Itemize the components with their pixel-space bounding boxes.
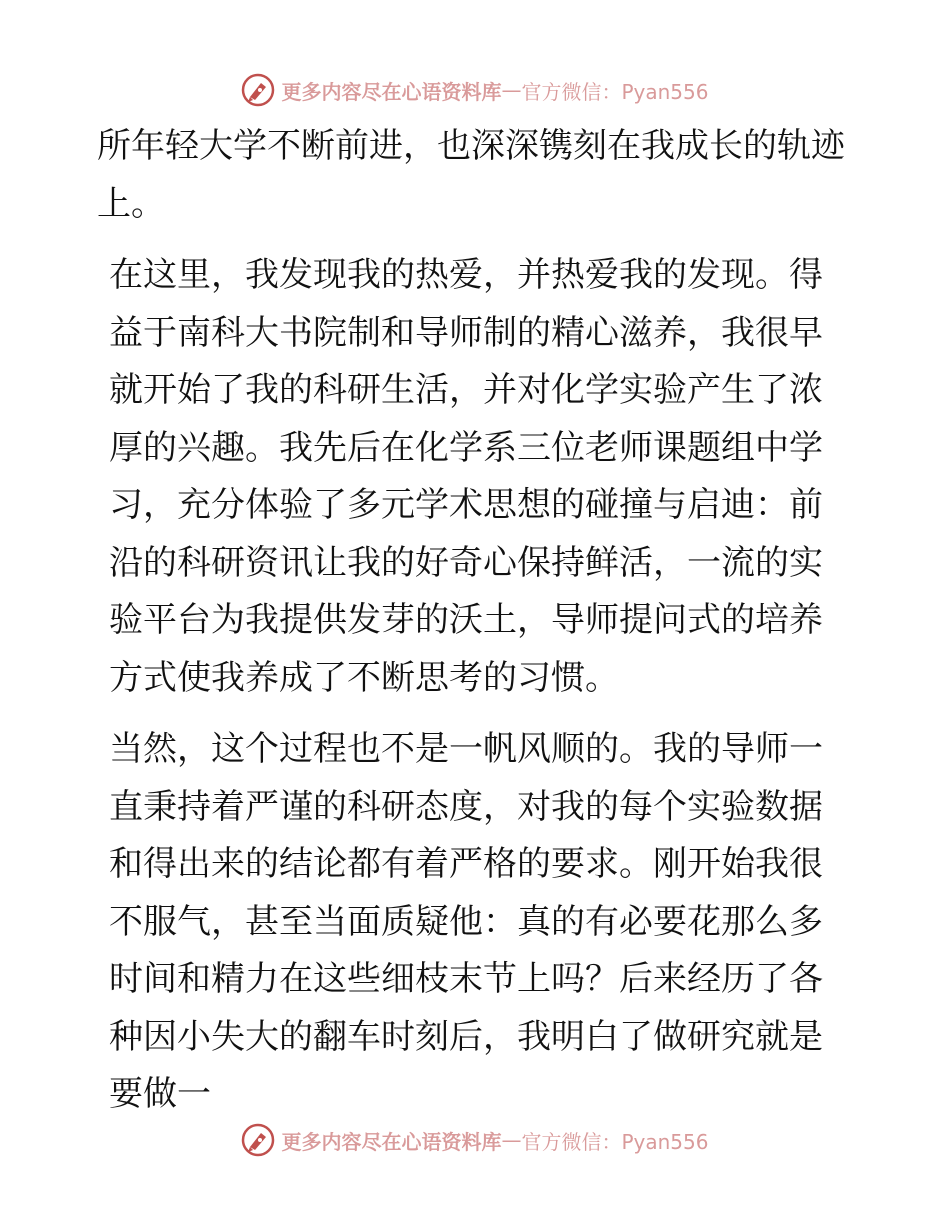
paragraph-3: 当然，这个过程也不是一帆风顺的。我的导师一直秉持着严谨的科研态度，对我的每个实验数据和得出来的结论都有着严格的要求。刚开始我很不服气，甚至当面质疑他：真的有必要花那么多时间和精力在这些细枝末节上吗？后来经历了各种因小失大的翻车时刻后，我明白了做研究就是要做一 [109,729,823,1114]
watermark-separator: — [501,78,522,102]
paragraph-1: 所年轻大学不断前进，也深深镌刻在我成长的轨迹上。 [97,126,845,224]
watermark-wechat: 官方微信：Pyan556 [521,79,709,104]
pen-logo-icon [241,1123,275,1157]
body-text [97,118,853,1124]
footer-watermark [0,1120,950,1160]
paragraph-2: 在这里，我发现我的热爱，并热爱我的发现。得益于南科大书院制和导师制的精心滋养，我很早就开始了我的科研生活，并对化学实验产生了浓厚的兴趣。我先后在化学系三位老师课题组中学习，充分体验了多元学术思想的碰撞与启迪：前沿的科研资讯让我的好奇心保持鲜活，一流的实验平台为我提供发芽的沃土，导师提问式的培养方式使我养成了不断思考的习惯。 [109,255,823,698]
watermark-wechat: 官方微信：Pyan556 [521,1129,709,1154]
watermark-separator: — [501,1128,522,1152]
watermark-title: 更多内容尽在心语资料库 [281,1129,502,1154]
pen-logo-icon [241,73,275,107]
header-watermark [0,70,950,110]
watermark-title: 更多内容尽在心语资料库 [281,79,502,104]
